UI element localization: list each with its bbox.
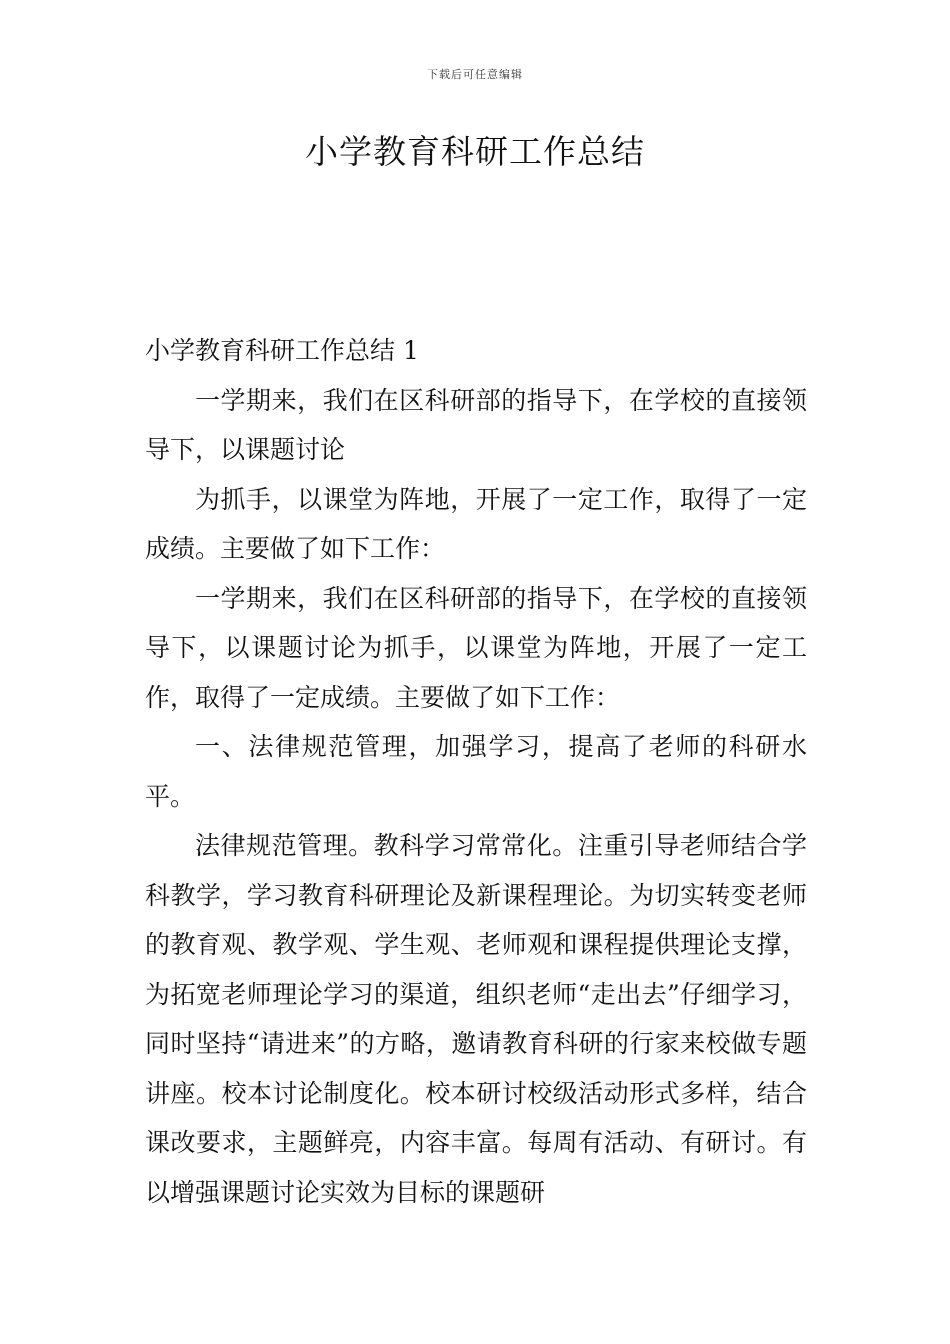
document-body [145,326,807,1217]
section-heading: 小学教育科研工作总结 1 [145,336,419,365]
document-title: 小学教育科研工作总结 [305,132,645,171]
paragraph-management: 法律规范管理。教科学习常常化。注重引导老师结合学科教学，学习教育科研理论及新课程理论。为切实转变老师的教育观、教学观、学生观、老师观和课程提供理论支撑，为拓宽老师理论学习的渠道，组织老师“走出去”仔细学习，同时坚持“请进来”的方略，邀请教育科研的行家来校做专题讲座。校本讨论制度化。校本研讨校级活动形式多样，结合课改要求，主题鲜亮，内容丰富。每周有活动、有研讨。有以增强课题讨论实效为目标的课题研 [145,831,807,1207]
paragraph-intro-part2: 为抓手，以课堂为阵地，开展了一定工作，取得了一定成绩。主要做了如下工作： [145,484,807,563]
paragraph-point-one: 一、法律规范管理，加强学习，提高了老师的科研水平。 [145,732,807,811]
paragraph-intro-part1: 一学期来，我们在区科研部的指导下，在学校的直接领导下，以课题讨论 [145,385,807,464]
header-note: 下载后可任意编辑 [427,68,523,81]
paragraph-intro-repeat: 一学期来，我们在区科研部的指导下，在学校的直接领导下，以课题讨论为抓手，以课堂为阵地，开展了一定工作，取得了一定成绩。主要做了如下工作： [145,583,807,712]
